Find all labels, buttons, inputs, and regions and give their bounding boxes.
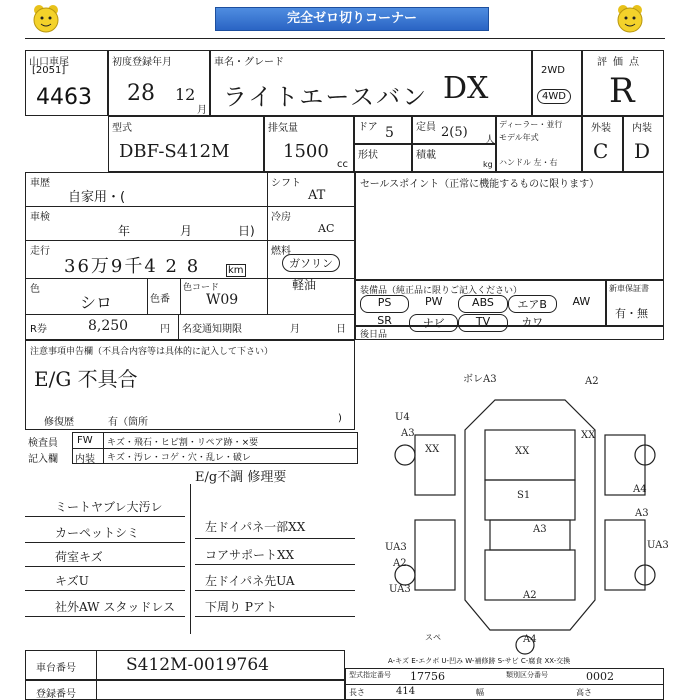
rear-seat-box	[355, 326, 664, 340]
handle-label: ハンドル 左・右	[499, 158, 558, 167]
venue-label: 山口車尾	[29, 57, 69, 68]
equip-sr: SR	[377, 314, 392, 327]
mark-1: ボレA3	[463, 374, 497, 385]
reg-month: 12	[175, 85, 196, 104]
length-value: 414	[396, 686, 416, 697]
lot-prefix: [2051]	[32, 65, 66, 76]
score-value: R	[609, 71, 635, 111]
color-code-label: 色コード	[183, 283, 220, 293]
model-label: 型式	[112, 123, 132, 134]
bear-mascot-right-icon	[614, 3, 646, 35]
mark-8: S1	[517, 490, 531, 501]
int-grade: D	[634, 139, 651, 163]
reg-year-label: 初度登録年月	[112, 57, 172, 68]
fw-label: FW	[77, 435, 93, 446]
repair-value: 有（箇所	[108, 417, 148, 428]
shift-label: シフト	[271, 178, 301, 189]
sales-point-box	[355, 172, 664, 280]
month-suffix: 月	[197, 105, 207, 116]
color-label: 色	[30, 284, 40, 295]
disp-unit: cc	[337, 159, 348, 170]
left-note-5: 社外AW スタッドレス	[55, 600, 175, 614]
dealer-box	[496, 116, 582, 172]
banner-title: 完全ゼロ切りコーナー	[215, 7, 489, 31]
mark-16: A2	[523, 590, 537, 601]
mark-18: スペ	[425, 633, 441, 642]
displacement-box	[264, 116, 354, 172]
recycle-unit: 円	[160, 324, 170, 335]
drive-box	[532, 50, 582, 116]
int-items: キズ・汚レ・コゲ・穴・乱レ・破レ	[107, 453, 251, 463]
car-name: ライトエースバン	[223, 83, 429, 111]
warranty-box	[606, 280, 664, 326]
drive-4wd-circled: 4WD	[537, 89, 571, 104]
left-note-3: 荷室キズ	[55, 550, 103, 564]
inspection-year: 年	[118, 224, 131, 238]
inspector-label: 検査員	[28, 438, 58, 449]
notes-box	[25, 340, 355, 430]
doors-label: ドア	[358, 122, 378, 133]
chassis-value: S412M-0019764	[126, 655, 269, 675]
fuel-diesel: 軽油	[292, 278, 317, 292]
mark-7: XX	[581, 430, 596, 441]
shift-value: AT	[308, 188, 326, 203]
ac-label: 冷房	[271, 212, 291, 223]
class-label: 類別区分番号	[506, 671, 548, 679]
hood-panel	[485, 430, 575, 480]
car-damage-diagram	[385, 370, 669, 660]
doors-value: 5	[385, 125, 394, 141]
mark-4: A3	[401, 428, 415, 439]
disp-label: 排気量	[268, 123, 298, 134]
chassis-box	[25, 650, 345, 680]
width-label: 幅	[476, 688, 484, 697]
shape-box	[354, 144, 412, 172]
doors-box	[354, 116, 412, 144]
lot-number: 4463	[36, 85, 92, 110]
inspect-grid	[72, 432, 358, 464]
lot-box	[25, 50, 108, 116]
equip-abs: ABS	[458, 295, 507, 313]
car-name-label: 車名・グレード	[214, 57, 284, 68]
left-note-2: カーペットシミ	[55, 526, 140, 540]
left-note-1: ミートヤブレ大汚レ	[55, 500, 163, 514]
equip-ps: PS	[360, 295, 409, 313]
ext-grade: C	[593, 139, 609, 163]
reg-no-box	[25, 680, 345, 700]
chassis-label: 車台番号	[36, 663, 76, 674]
spec-label: 型式指定番号	[349, 671, 391, 679]
rear-seat-label: 後日品	[360, 330, 388, 340]
diagram-legend: A-キズ E-エクボ U-凹み W-補修跡 S-サビ C-腐食 XX-交換	[388, 657, 571, 665]
color-no-label: 色番	[150, 294, 170, 305]
shape-label: 形状	[358, 150, 378, 161]
warranty-value: 有・無	[615, 307, 648, 320]
equip-airbag: エアB	[508, 295, 557, 313]
entry-label: 記入欄	[28, 454, 58, 465]
model-box	[108, 116, 264, 172]
recycle-label: R券	[30, 324, 47, 335]
int-label: 内装	[632, 123, 652, 134]
roof-panel	[490, 520, 570, 550]
reg-no-label: 登録番号	[36, 689, 76, 700]
int-inspect-label: 内装	[75, 454, 95, 465]
mark-13: UA3	[385, 542, 407, 553]
int-box	[623, 116, 664, 172]
mark-10: A4	[633, 484, 647, 495]
mark-14: A2	[393, 558, 407, 569]
wheel-front-left-icon	[395, 445, 415, 465]
right-rear-door	[605, 520, 645, 590]
color-code: W09	[206, 292, 239, 308]
mark-17: A4	[523, 634, 537, 645]
repair-close: )	[338, 413, 342, 424]
grade: DX	[443, 71, 489, 106]
fuel-label: 燃料	[271, 246, 291, 257]
right-note-3: 左ドイパネ先UA	[205, 574, 295, 588]
left-rear-door	[415, 520, 455, 590]
equip-pw: PW	[425, 295, 443, 308]
notes-value: E/G 不具合	[34, 367, 138, 391]
reg-year: 28	[127, 81, 155, 106]
sales-point-label: セールスポイント（正常に機能するものに限ります）	[360, 179, 600, 190]
equip-navi: ナビ	[409, 314, 458, 332]
repair-label: 修復歴	[44, 417, 74, 428]
top-border	[25, 38, 665, 50]
notes-label: 注意事項申告欄（不具合内容等は具体的に記入して下さい）	[30, 347, 274, 357]
model-value: DBF-S412M	[119, 141, 230, 162]
height-label: 高さ	[576, 688, 592, 697]
history-value: 自家用・(	[68, 190, 126, 205]
dealer-label: ディーラー・並行	[499, 120, 563, 129]
equip-label: 装備品（純正品に限りご記入ください）	[360, 286, 523, 296]
score-label: 評価点	[597, 57, 645, 68]
spec-numbers-box	[345, 668, 664, 700]
equip-aw: AW	[572, 295, 591, 308]
color-value: シロ	[80, 293, 113, 312]
score-box	[582, 50, 664, 116]
capacity-value: 2(5)	[441, 125, 468, 140]
name-change-day: 日	[336, 324, 346, 335]
modelyear-label: モデル年式	[499, 133, 539, 142]
mileage-value: 36万9千4 2 8	[64, 256, 201, 277]
capacity-box	[412, 116, 496, 144]
mark-15: UA3	[389, 584, 411, 595]
mark-11: A3	[635, 508, 649, 519]
left-note-4: キズU	[55, 574, 89, 588]
equipment-box	[355, 280, 606, 330]
ext-label: 外装	[591, 123, 611, 134]
right-note-2: コアサポートXX	[205, 548, 295, 562]
inspection-month: 月	[180, 224, 193, 238]
fuel-gas-circled: ガソリン	[282, 254, 340, 272]
ext-box	[582, 116, 623, 172]
mileage-label: 走行	[30, 246, 50, 257]
ac-value: AC	[318, 222, 335, 235]
drive-2wd: 2WD	[541, 65, 565, 76]
load-label: 積載	[416, 150, 436, 161]
cap-label: 定員	[416, 122, 436, 133]
history-label: 車歴	[30, 178, 50, 189]
car-name-box	[210, 50, 532, 116]
length-label: 長さ	[349, 688, 365, 697]
inspection-day: 日)	[238, 224, 255, 238]
mark-3: U4	[395, 412, 410, 423]
fw-items: キズ・飛石・ヒビ割・リペア跡・×要	[107, 438, 259, 448]
mark-5: XX	[425, 444, 440, 455]
mark-9: A3	[533, 524, 547, 535]
equip-tv: TV	[458, 314, 507, 332]
recycle-value: 8,250	[88, 318, 129, 334]
mark-6: XX	[515, 446, 530, 457]
cap-unit: 人	[485, 135, 495, 146]
right-note-1: 左ドイパネ一部XX	[205, 520, 306, 534]
right-note-4: 下周り Pアト	[205, 600, 277, 614]
mark-2: A2	[585, 376, 599, 387]
name-change-label: 名変通知期限	[182, 324, 242, 335]
class-no: 0002	[586, 670, 614, 683]
load-box	[412, 144, 496, 172]
inspection-label: 車検	[30, 212, 50, 223]
bear-mascot-left-icon	[30, 3, 62, 35]
banner	[0, 0, 700, 38]
load-unit: kg	[483, 160, 493, 169]
equip-leather: カワ	[521, 316, 544, 329]
mark-12: UA3	[647, 540, 669, 551]
reg-date-box	[108, 50, 210, 116]
mileage-unit: km	[228, 265, 244, 276]
name-change-month: 月	[290, 324, 300, 335]
disp-value: 1500	[283, 141, 329, 162]
warranty-label: 新車保証書	[609, 284, 649, 293]
spec-no: 17756	[410, 670, 445, 683]
eg-note: E/g不調 修理要	[195, 470, 287, 485]
